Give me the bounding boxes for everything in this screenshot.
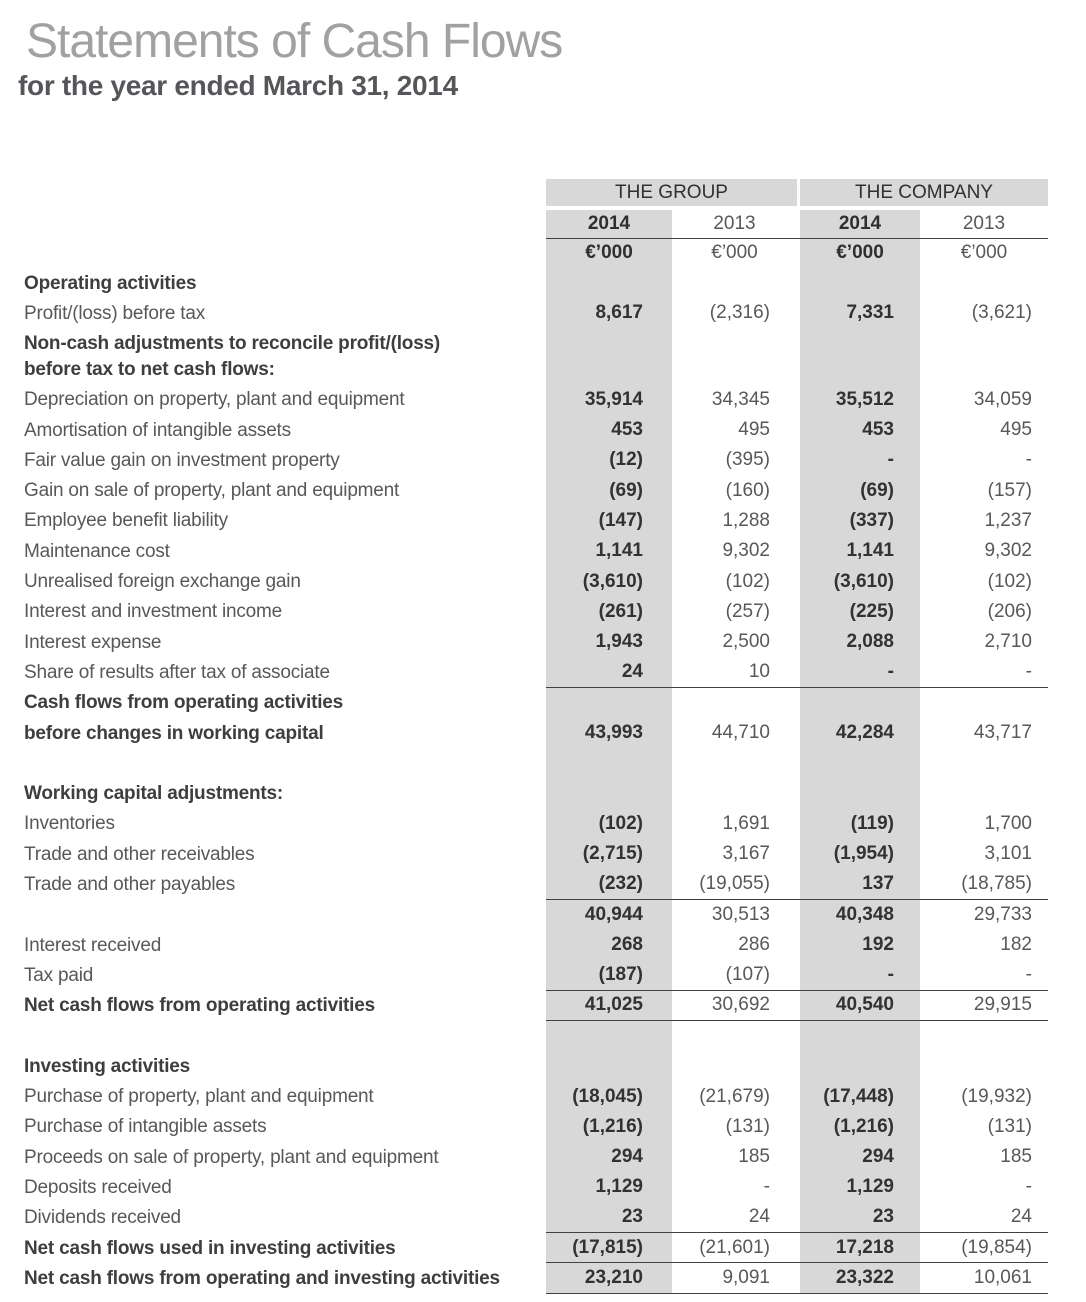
row-label: Unrealised foreign exchange gain [24, 571, 301, 593]
table-row [24, 536, 1050, 566]
cell-group-2013: 9,091 [722, 1266, 770, 1288]
row-values [546, 1021, 1048, 1051]
row-label [24, 748, 546, 778]
cell-company-2013: - [1025, 660, 1032, 682]
row-label: Profit/(loss) before tax [24, 302, 206, 324]
row-values [546, 1142, 1048, 1172]
cell-group-2013: (107) [725, 963, 770, 985]
cell-group-2014: 40,944 [584, 903, 643, 925]
cell-company-2014: 1,141 [846, 540, 894, 562]
table-row [24, 1233, 1050, 1263]
cell-company-2014: 192 [862, 934, 894, 956]
row-values [546, 1263, 1048, 1293]
company-header: THE COMPANY [800, 179, 1048, 206]
unit-cell-group-2014: €’000 [585, 242, 633, 263]
table-row [24, 960, 1050, 990]
table-body [24, 268, 1050, 1294]
table-row [24, 385, 1050, 415]
cell-group-2013: (131) [725, 1115, 770, 1137]
cell-group-2014: (147) [598, 509, 643, 531]
row-label: Amortisation of intangible assets [24, 419, 291, 441]
cell-group-2013: (102) [725, 570, 770, 592]
table-row [24, 1172, 1050, 1202]
row-values [546, 506, 1048, 536]
row-values [546, 1233, 1048, 1263]
row-values [546, 627, 1048, 657]
cell-company-2014: (69) [860, 479, 894, 501]
table-row [24, 298, 1050, 328]
cell-group-2014: (69) [609, 479, 643, 501]
row-values [546, 445, 1048, 475]
table-row [24, 268, 1050, 298]
cell-company-2013: 182 [1000, 934, 1032, 956]
cell-group-2014: 35,914 [584, 388, 643, 410]
cell-group-2014: 43,993 [584, 722, 643, 743]
cell-group-2014: (232) [598, 872, 643, 894]
cell-company-2013: (3,621) [971, 302, 1032, 324]
row-values [546, 268, 1048, 298]
row-label: Net cash flows used in investing activities [24, 1237, 396, 1259]
row-label: Employee benefit liability [24, 510, 228, 532]
table-row [24, 839, 1050, 869]
row-values [546, 536, 1048, 566]
cell-group-2013: 24 [748, 1206, 770, 1228]
row-label: Trade and other receivables [24, 843, 255, 865]
cell-group-2013: 1,691 [722, 812, 770, 834]
page-subtitle: for the year ended March 31, 2014 [18, 70, 458, 101]
cell-group-2013: (21,679) [699, 1085, 770, 1107]
row-values [546, 597, 1048, 627]
cell-company-2013: 1,237 [984, 509, 1032, 531]
cell-company-2014: 453 [862, 419, 894, 441]
cell-company-2014: 23 [872, 1206, 894, 1228]
cell-group-2014: 8,617 [595, 302, 643, 324]
cell-company-2013: (206) [987, 600, 1032, 622]
row-label: Maintenance cost [24, 540, 170, 562]
cell-company-2014: (1,216) [833, 1115, 894, 1137]
cell-group-2014: 294 [611, 1146, 643, 1168]
table-row [24, 991, 1050, 1021]
row-values [546, 475, 1048, 505]
cell-company-2013: 10,061 [973, 1266, 1032, 1288]
cell-company-2013: (18,785) [961, 872, 1032, 894]
row-label [24, 900, 546, 930]
cell-company-2013: - [1025, 1176, 1032, 1198]
cell-group-2013: 2,500 [722, 631, 770, 653]
table-row [24, 688, 1050, 718]
table-row [24, 869, 1050, 899]
cell-company-2014: 40,348 [835, 903, 894, 925]
cell-group-2013: (395) [725, 449, 770, 471]
cell-company-2014: 7,331 [846, 302, 894, 324]
group-header: THE GROUP [546, 179, 797, 206]
cell-company-2014: (1,954) [833, 843, 894, 865]
cell-group-2014: (17,815) [572, 1236, 643, 1258]
row-values [546, 718, 1048, 748]
table-row [24, 657, 1050, 687]
cell-company-2014: (119) [850, 812, 894, 834]
cell-group-2014: 23 [621, 1206, 643, 1228]
table-row [24, 900, 1050, 930]
row-label: Dividends received [24, 1207, 181, 1229]
cell-group-2014: 41,025 [584, 994, 643, 1016]
row-label: Interest and investment income [24, 601, 283, 623]
table-row [24, 778, 1050, 808]
cell-group-2013: 30,513 [711, 903, 770, 925]
cell-company-2014: - [887, 963, 894, 985]
cell-group-2013: (257) [725, 600, 770, 622]
table-row [24, 1081, 1050, 1111]
row-values [546, 566, 1048, 596]
table-row [24, 1051, 1050, 1081]
cell-company-2013: 29,915 [973, 994, 1032, 1016]
cell-company-2014: (17,448) [823, 1085, 894, 1107]
row-values [546, 1081, 1048, 1111]
row-label: Interest expense [24, 631, 162, 653]
cell-group-2014: 268 [611, 934, 643, 956]
cell-company-2014: 42,284 [835, 722, 894, 743]
year-cell-company-2014: 2014 [838, 213, 882, 234]
cell-group-2014: (12) [609, 449, 643, 471]
cell-group-2013: (2,316) [709, 302, 770, 324]
table-row [24, 475, 1050, 505]
year-cell-group-2014: 2014 [587, 213, 631, 234]
cell-company-2013: (19,932) [961, 1085, 1032, 1107]
unit-cell-company-2014: €’000 [836, 242, 884, 263]
cell-company-2014: 137 [862, 872, 894, 894]
row-label [24, 1021, 546, 1051]
spacer-row [24, 748, 1050, 778]
spacer-row [24, 1021, 1050, 1051]
row-label: Purchase of property, plant and equipment [24, 1086, 374, 1108]
cell-company-2013: (102) [987, 570, 1032, 592]
row-values [546, 1112, 1048, 1142]
year-cell-company-2013: 2013 [962, 213, 1006, 234]
cell-group-2014: (2,715) [582, 843, 643, 865]
row-label: Working capital adjustments: [24, 783, 284, 805]
cell-group-2014: (18,045) [572, 1085, 643, 1107]
table-row [24, 506, 1050, 536]
table-row [24, 415, 1050, 445]
cell-company-2014: - [887, 660, 894, 682]
cell-company-2013: 495 [1000, 419, 1032, 441]
row-values [546, 930, 1048, 960]
cell-company-2014: 23,322 [835, 1266, 894, 1288]
row-label: Net cash flows from operating and investing activities [24, 1267, 500, 1289]
table-row [24, 445, 1050, 475]
cell-group-2014: 1,141 [595, 540, 643, 562]
table-row [24, 627, 1050, 657]
cell-group-2013: 1,288 [722, 509, 770, 531]
cell-group-2014: 1,129 [595, 1176, 643, 1198]
cell-group-2014: (187) [598, 963, 643, 985]
row-label: Investing activities [24, 1055, 191, 1077]
units-header-row [546, 239, 1048, 267]
cell-company-2014: 1,129 [846, 1176, 894, 1198]
row-values [546, 1051, 1048, 1081]
row-values [546, 991, 1048, 1021]
cell-company-2013: 24 [1010, 1206, 1032, 1228]
row-values [546, 415, 1048, 445]
cell-group-2013: 3,167 [722, 843, 770, 865]
cell-group-2013: 34,345 [711, 388, 770, 410]
row-label: Purchase of intangible assets [24, 1116, 267, 1138]
cell-group-2014: (1,216) [582, 1115, 643, 1137]
year-cell-group-2013: 2013 [713, 213, 756, 234]
row-label: Depreciation on property, plant and equipment [24, 389, 405, 411]
cell-company-2014: 2,088 [846, 631, 894, 653]
row-label: Non-cash adjustments to reconcile profit/(loss) before tax to net cash flows: [24, 332, 441, 380]
cell-group-2013: - [763, 1176, 770, 1198]
row-label: Proceeds on sale of property, plant and equipment [24, 1146, 439, 1168]
cell-group-2013: 185 [738, 1146, 770, 1168]
cell-group-2013: 44,710 [711, 722, 770, 743]
table-row [24, 1203, 1050, 1233]
row-values [546, 1203, 1048, 1233]
cell-company-2013: 34,059 [973, 388, 1032, 410]
cell-group-2014: (102) [598, 812, 643, 834]
cell-company-2013: 29,733 [973, 903, 1032, 925]
row-label: Interest received [24, 934, 162, 956]
row-label: Net cash flows from operating activities [24, 995, 375, 1017]
cell-company-2014: (3,610) [833, 570, 894, 592]
cell-company-2013: (157) [987, 479, 1032, 501]
unit-cell-company-2013: €’000 [960, 242, 1008, 263]
cell-company-2014: 17,218 [835, 1236, 894, 1258]
row-values [546, 960, 1048, 990]
row-label: Cash flows from operating activities [24, 692, 344, 714]
row-label: Fair value gain on investment property [24, 449, 340, 471]
table-row [24, 566, 1050, 596]
cell-company-2013: 43,717 [973, 722, 1032, 743]
cell-company-2013: - [1025, 963, 1032, 985]
row-values [546, 688, 1048, 718]
cell-company-2014: - [887, 449, 894, 471]
cell-company-2014: 294 [862, 1146, 894, 1168]
cell-company-2013: - [1025, 449, 1032, 471]
cell-company-2014: 35,512 [835, 388, 894, 410]
row-label: Trade and other payables [24, 873, 236, 895]
cell-group-2013: 495 [738, 419, 770, 441]
cell-group-2014: 24 [621, 660, 643, 682]
row-values [546, 329, 1048, 385]
cell-company-2013: 185 [1000, 1146, 1032, 1168]
row-label: Share of results after tax of associate [24, 661, 330, 683]
unit-cell-group-2013: €’000 [711, 242, 758, 263]
cell-group-2014: (3,610) [582, 570, 643, 592]
table-row [24, 718, 1050, 748]
table-row [24, 329, 1050, 385]
row-label: Deposits received [24, 1176, 172, 1198]
cell-group-2014: 453 [611, 419, 643, 441]
row-values [546, 778, 1048, 808]
row-values [546, 869, 1048, 899]
table-row [24, 809, 1050, 839]
table-row [24, 1263, 1050, 1293]
cell-company-2014: (337) [849, 509, 894, 531]
row-label: before changes in working capital [24, 722, 324, 744]
year-header-row [546, 210, 1048, 238]
cell-group-2013: 30,692 [711, 994, 770, 1016]
row-label: Tax paid [24, 964, 94, 986]
row-values [546, 1172, 1048, 1202]
cell-company-2013: 3,101 [984, 843, 1032, 865]
cell-group-2014: 23,210 [584, 1266, 643, 1288]
page-title: Statements of Cash Flows [26, 15, 563, 68]
row-values [546, 748, 1048, 778]
cell-company-2014: 40,540 [835, 994, 894, 1016]
row-values [546, 900, 1048, 930]
cell-group-2014: (261) [598, 600, 643, 622]
row-label: Operating activities [24, 272, 197, 294]
row-label: Inventories [24, 813, 115, 835]
row-values [546, 657, 1048, 687]
cell-group-2014: 1,943 [595, 631, 643, 653]
cell-group-2013: 10 [748, 660, 770, 682]
row-label: Gain on sale of property, plant and equipment [24, 480, 400, 502]
cell-group-2013: (160) [725, 479, 770, 501]
cell-company-2013: 2,710 [984, 631, 1032, 653]
cell-company-2013: 9,302 [984, 540, 1032, 562]
table-row [24, 930, 1050, 960]
table-row [24, 597, 1050, 627]
cell-group-2013: (19,055) [699, 872, 770, 894]
table-row [24, 1142, 1050, 1172]
cell-company-2013: (131) [987, 1115, 1032, 1137]
cell-company-2013: 1,700 [984, 812, 1032, 834]
cell-group-2013: 9,302 [722, 540, 770, 562]
row-values [546, 385, 1048, 415]
table-row [24, 1112, 1050, 1142]
cell-company-2014: (225) [849, 600, 894, 622]
row-values [546, 298, 1048, 328]
row-values [546, 839, 1048, 869]
cell-group-2013: (21,601) [699, 1236, 770, 1258]
cell-company-2013: (19,854) [961, 1236, 1032, 1258]
cell-group-2013: 286 [738, 934, 770, 956]
row-values [546, 809, 1048, 839]
